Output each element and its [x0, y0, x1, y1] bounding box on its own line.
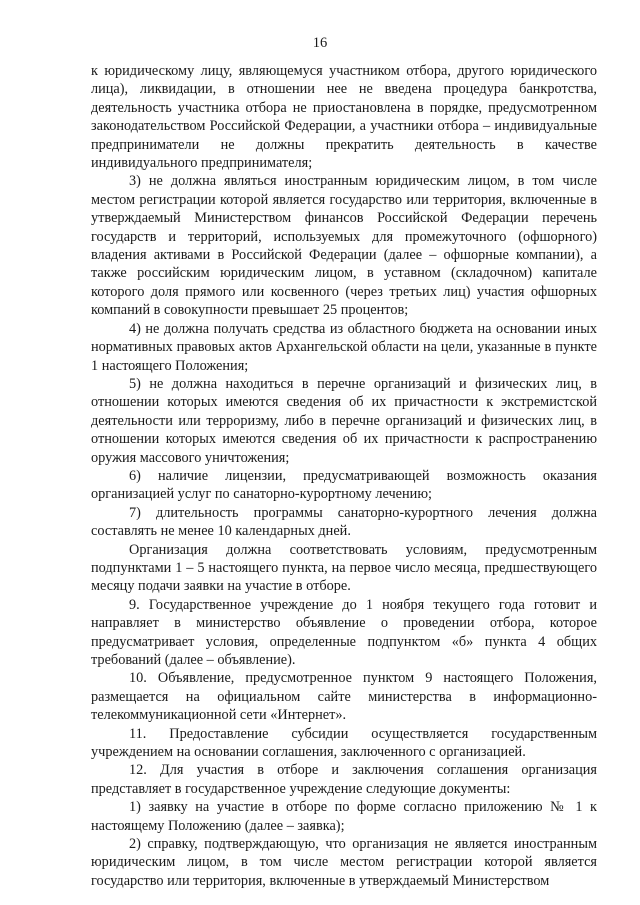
paragraph-item-6: 6) наличие лицензии, предусматривающей возможность оказания организацией услуг по санаторно-курортному лечению; — [91, 467, 597, 503]
paragraph-clause-9: 9. Государственное учреждение до 1 ноября текущего года готовит и направляет в министерство объявление о проведении отбора, которое предусматривает условия, определенные подпунктом «б» пункта 4 общих требований (далее – объявление). — [91, 596, 597, 668]
paragraph-continuation: к юридическому лицу, являющемуся участником отбора, другого юридического лица), ликвидации, в отношении нее не введена процедура банкротства, деятельность участника отбора не приостановлена в порядке, предусмотренном законодательством Российской Федерации, а участники отбора – индивидуальные предприниматели не должны прекратить деятельность в качестве индивидуального предпринимателя; — [91, 63, 597, 172]
page-number: 16 — [312, 35, 328, 51]
paragraph-clause-10: 10. Объявление, предусмотренное пунктом 9 настоящего Положения, размещается на официальном сайте министерства в информационно-телекоммуникационной сети «Интернет». — [91, 670, 597, 724]
paragraph-item-3: 3) не должна являться иностранным юридическим лицом, в том числе местом регистрации которой является государство или территория, включенные в утверждаемый Министерством финансов Российской Федерации перечень государств и территорий, используемых для промежуточного (офшорного) владения активами в Российской Федерации (далее – офшорные компании), а также российским юридическим лицом, в уставном (складочном) капитале которого доля прямого или косвенного (через третьих лиц) участия офшорных компаний в совокупности превышает 25 процентов; — [91, 173, 597, 319]
document-body — [91, 62, 597, 890]
paragraph-item-7: 7) длительность программы санаторно-курортного лечения должна составлять не менее 10 календарных дней. — [91, 504, 597, 540]
paragraph-clause-12-item-2: 2) справку, подтверждающую, что организация не является иностранным юридическим лицом, в том числе местом регистрации которой является государство или территория, включенные в утверждаемый Министерством — [91, 836, 597, 889]
paragraph-clause-12-item-1: 1) заявку на участие в отборе по форме согласно приложению № 1 к настоящему Положению (далее – заявка); — [91, 799, 597, 834]
paragraph-organization-conditions: Организация должна соответствовать условиям, предусмотренным подпунктами 1 – 5 настоящего пункта, на первое число месяца, предшествующего месяцу подачи заявки на участие в отборе. — [91, 541, 597, 595]
paragraph-clause-12: 12. Для участия в отборе и заключения соглашения организация представляет в государственное учреждение следующие документы: — [91, 762, 597, 797]
paragraph-item-4: 4) не должна получать средства из областного бюджета на основании иных нормативных правовых актов Архангельской области на цели, указанные в пункте 1 настоящего Положения; — [91, 320, 597, 374]
paragraph-item-5: 5) не должна находиться в перечне организаций и физических лиц, в отношении которых имеются сведения об их причастности к экстремистской деятельности или терроризму, либо в перечне организаций и физических лиц, в отношении которых имеются сведения об их причастности к распространению оружия массового уничтожения; — [91, 375, 597, 466]
paragraph-clause-11: 11. Предоставление субсидии осуществляется государственным учреждением на основании соглашения, заключенного с организацией. — [91, 725, 597, 761]
